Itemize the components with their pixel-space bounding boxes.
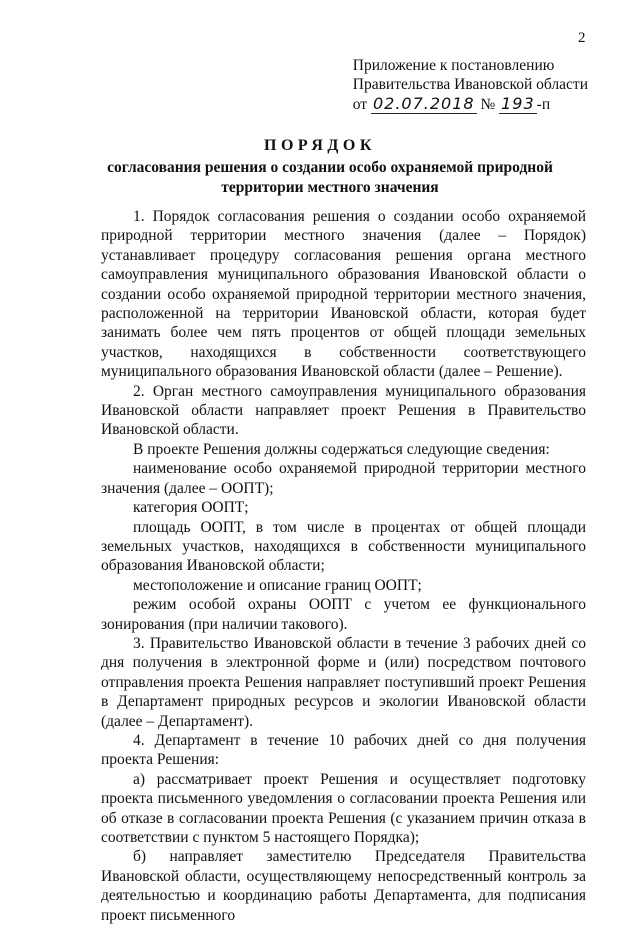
annex-date-line [353, 94, 588, 114]
paragraph-3: В проекте Решения должны содержаться следующие сведения: [133, 440, 550, 458]
paragraph-5: категория ООПТ; [133, 499, 249, 517]
number-suffix: -п [536, 96, 551, 113]
paragraph-6: площадь ООПТ, в том числе в процентах от общей площади земельных участков, находящихся в собственности муниципального образования Ивановской области; [101, 518, 586, 575]
paragraph-10: 4. Департамент в течение 10 рабочих дней со дня получения проекта Решения: [101, 731, 586, 769]
paragraph-4: наименование особо охраняемой природной территории местного значения (далее – ООПТ); [101, 460, 586, 497]
paragraph-1: 1. Порядок согласования решения о создании особо охраняемой природной территории местного значения (далее – Порядок) устанавливает процедуру согласования решения органа местного самоуправления муниципального образования Ивановской области о создании особо охраняемой природной территории местного значения, расположенной на территории Ивановской области, которая будет занимать более чем пять процентов от общей площади земельных участков, находящихся в собственности соответствующего муниципального образования Ивановской области (далее – Решение). [101, 208, 586, 381]
paragraph-2: 2. Орган местного самоуправления муниципального образования Ивановской области направляет проект Решения в Правительство Ивановской области. [101, 382, 586, 439]
document-body [101, 207, 586, 925]
document-subtitle: согласования решения о создании особо охраняемой природной территории местного значения [107, 159, 553, 196]
annex-line-1: Приложение к постановлению [352, 57, 555, 74]
paragraph-11: а) рассматривает проект Решения и осуществляет подготовку проекта письменного уведомления о согласовании проекта Решения или об отказе в согласовании проекта Решения (с указанием причин отказа в соответствии с пунктом 5 настоящего Порядка); [101, 770, 586, 846]
date-prefix: от [352, 96, 368, 113]
paragraph-8: режим особой охраны ООПТ с учетом ее функционального зонирования (при наличии такового). [101, 596, 586, 633]
annex-line-2: Правительства Ивановской области [352, 76, 588, 93]
handwritten-number: 193 [501, 94, 535, 113]
number-prefix: № [480, 96, 496, 113]
paragraph-12: б) направляет заместителю Председателя Правительства Ивановской области, осуществляющему непосредственный контроль за деятельностью и координацию работы Департамента, для подписания проект письменного [101, 848, 586, 924]
page-number: 2 [578, 30, 586, 46]
document-title: ПОРЯДОК [264, 137, 376, 154]
paragraph-9: 3. Правительство Ивановской области в течение 3 рабочих дней со дня получения в электронной форме и (или) посредством почтового отправления проекта Решения направляет поступивший проект Решения в Департамент природных ресурсов и экологии Ивановской области (далее – Департамент). [101, 634, 586, 730]
paragraph-7: местоположение и описание границ ООПТ; [133, 576, 422, 594]
handwritten-date: 02.07.2018 [372, 94, 475, 113]
annex-header [353, 56, 588, 114]
